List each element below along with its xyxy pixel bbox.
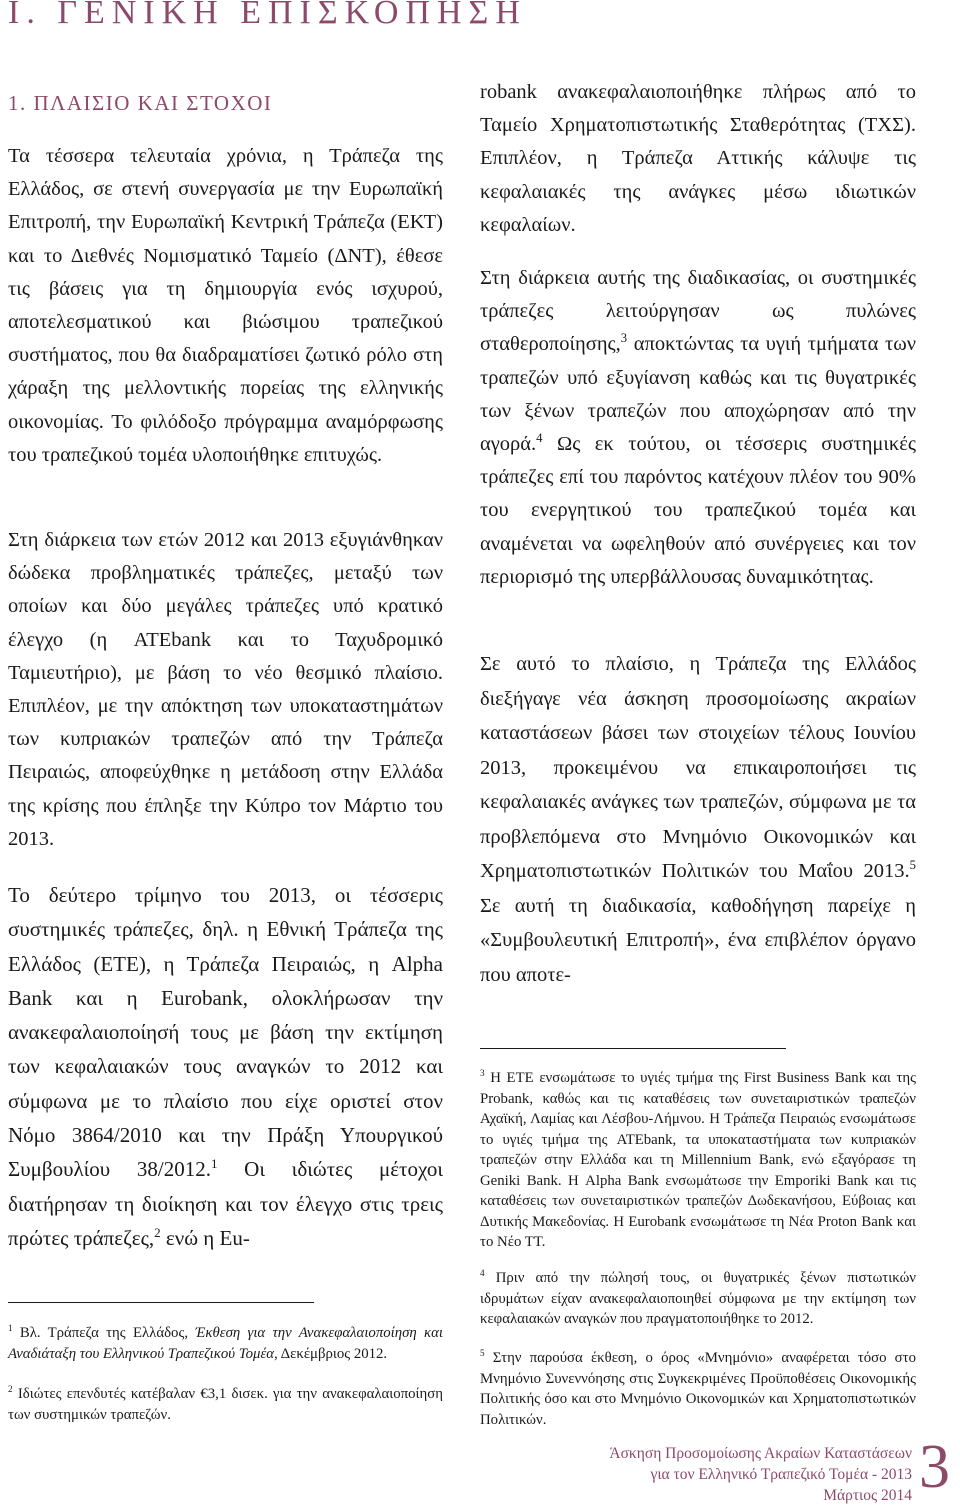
footnote-divider-left xyxy=(8,1302,314,1303)
subsection-heading: 1. ΠΛΑΙΣΙΟ ΚΑΙ ΣΤΟΧΟΙ xyxy=(8,91,273,115)
footnote-4: $^4$ Πριν από την πώλησή τους, οι θυγατρικές ξένων πιστωτικών ιδρυμάτων είχαν ανακεφαλαιοποιηθεί σύμφωνα με την εκτίμηση των κεφαλαιακών αναγκών που πραγματοποιήθηκε το 2012. xyxy=(480,1268,916,1327)
footer-line-2: για τον Ελληνικό Τραπεζικό Τομέα - 2013 xyxy=(650,1466,912,1483)
footnote-ref-5[interactable]: 5 xyxy=(909,858,916,873)
footnote-1: $^1$ Βλ. Τράπεζα της Ελλάδος, Έκθεση για την Ανακεφαλαιοποίηση και Αναδιάταξη του Ελληνικού Τραπεζικού Τομέα, Δεκέμβριος 2012. xyxy=(8,1323,443,1362)
footnote-5: $^5$ Στην παρούσα έκθεση, ο όρος «Μνημόνιο» αναφέρεται τόσο στο Μνημόνιο Συνεννόησης στις Συγκεκριμένες Προϋποθέσεις Οικονομικής Πολιτικής όσο και στο Μνημόνιο Οικονομικών και Χρηματοπιστωτικών Πολιτικών. xyxy=(480,1348,916,1428)
footnote-ref-3[interactable]: 3 xyxy=(620,331,628,346)
right-paragraph-2: Στη διάρκεια αυτής της διαδικασίας, οι συστημικές τράπεζες λειτούργησαν ως πυλώνες σταθεροποίησης,$^3$ αποκτώντας τα υγιή τμήματα των τραπεζών υπό εξυγίανση καθώς και τις θυγατρικές των ξένων τραπεζών που αποχώρησαν από την αγορά.$^4$ Ως εκ τούτου, οι τέσσερις συστημικές τράπεζες επί του παρόντος κατέχουν πλέον του 90% του ενεργητικού του τραπεζικού τομέα και αναμένεται να ωφεληθούν από συνέργειες και τον περιορισμό της υπερβάλλουσας δυναμικότητας. xyxy=(480,267,916,588)
footer-line-1: Άσκηση Προσομοίωσης Ακραίων Καταστάσεων xyxy=(609,1445,912,1462)
right-paragraph-3: Σε αυτό το πλαίσιο, η Τράπεζα της Ελλάδος διεξήγαγε νέα άσκηση προσομοίωσης ακραίων καταστάσεων βάσει των στοιχείων τέλους Ιουνίου 2013, προκειμένου να επικαιροποιήσει τις κεφαλαιακές ανάγκες των τραπεζών, σύμφωνα με τα προβλεπόμενα στο Μνημόνιο Οικονομικών και Χρηματοπιστωτικών Πολιτικών του Μαΐου 2013.$^5$ Σε αυτή τη διαδικασία, καθοδήγηση παρείχε η «Συμβουλευτική Επιτροπή», ένα επιβλέπον όργανο που αποτε- xyxy=(480,653,916,986)
left-paragraph-2: Στη διάρκεια των ετών 2012 και 2013 εξυγιάνθηκαν δώδεκα προβληματικές τράπεζες, μεταξύ των οποίων και δύο μεγάλες τράπεζες υπό κρατικό έλεγχο (η ATEbank και το Ταχυδρομικό Ταμιευτήριο), με βάση το νέο θεσμικό πλαίσιο. Επιπλέον, με την απόκτηση των υποκαταστημάτων των κυπριακών τραπεζών από την Τράπεζα Πειραιώς, αποφεύχθηκε η μετάδοση στην Ελλάδα της κρίσης που έπληξε την Κύπρο τον Μάρτιο του 2013. xyxy=(8,529,443,850)
section-heading: I. ΓΕΝΙΚΗ ΕΠΙΣΚΟΠΗΣΗ xyxy=(8,0,527,31)
footnote-ref-1[interactable]: 1 xyxy=(210,1156,218,1172)
footnote-2: $^2$ Ιδιώτες επενδυτές κατέβαλαν €3,1 δισεκ. για την ανακεφαλαιοποίηση των συστημικών τραπεζών. xyxy=(8,1384,443,1423)
footer-line-3: Μάρτιος 2014 xyxy=(823,1487,912,1504)
footnote-ref-4[interactable]: 4 xyxy=(536,431,543,446)
left-paragraph-3: Το δεύτερο τρίμηνο του 2013, οι τέσσερις συστημικές τράπεζες, δηλ. η Εθνική Τράπεζα της Ελλάδος (ΕΤΕ), η Τράπεζα Πειραιώς, η Alpha Bank και η Eurobank, ολοκλήρωσαν την ανακεφαλαιοποίησή τους με βάση την εκτίμηση των κεφαλαιακών τους αναγκών το 2012 και σύμφωνα με το πλαίσιο που είχε οριστεί στον Νόμο 3864/2010 και την Πράξη Υπουργικού Συμβουλίου 38/2012.$^1$ Οι ιδιώτες μέτοχοι διατήρησαν τη διοίκηση και τον έλεγχο στις τρεις πρώτες τράπεζες,$^2$ ενώ η Eu- xyxy=(8,883,443,1250)
left-paragraph-1: Τα τέσσερα τελευταία χρόνια, η Τράπεζα της Ελλάδος, σε στενή συνεργασία με την Ευρωπαϊκή Επιτροπή, την Ευρωπαϊκή Κεντρική Τράπεζα (ΕΚΤ) και το Διεθνές Νομισματικό Ταμείο (ΔΝΤ), έθεσε τις βάσεις για τη δημιουργία ενός ισχυρού, αποτελεσματικού και βιώσιμου τραπεζικού συστήματος, που θα διαδραματίσει ζωτικό ρόλο στη χάραξη της μελλοντικής πορείας της ελληνικής οικονομίας. Το φιλόδοξο πρόγραμμα αναμόρφωσης του τραπεζικού τομέα υλοποιήθηκε επιτυχώς. xyxy=(8,145,443,466)
page-number: 3 xyxy=(919,1433,950,1501)
footnote-divider-right xyxy=(480,1048,786,1049)
right-paragraph-1: robank ανακεφαλαιοποιήθηκε πλήρως από το Ταμείο Χρηματοπιστωτικής Σταθερότητας (ΤΧΣ). Επιπλέον, η Τράπεζα Αττικής κάλυψε τις κεφαλαιακές της ανάγκες μέσω ιδιωτικών κεφαλαίων. xyxy=(480,81,916,236)
footnote-3: $^3$ Η ΕΤΕ ενσωμάτωσε το υγιές τμήμα της First Business Bank και της Probank, καθώς και τις καταθέσεις των συνεταιριστικών τραπεζών Αχαϊκή, Λαμίας και Λέσβου-Λήμνου. Η Τράπεζα Πειραιώς ενσωμάτωσε το υγιές τμήμα της ATEbank, τα υποκαταστήματα των κυπριακών τραπεζών στην Ελλάδα και τη Millennium Bank, ενώ εξαγόρασε τη Geniki Bank. Η Alpha Bank ενσωμάτωσε την Emporiki Bank και τις καταθέσεις των συνεταιριστικών τραπεζών Δωδεκανήσου, Εύβοιας και Δυτικής Μακεδονίας. Η Eurobank ενσωμάτωσε τη Νέα Proton Bank και το Νέο ΤΤ. xyxy=(480,1068,916,1250)
footnote-ref-2[interactable]: 2 xyxy=(154,1224,161,1240)
